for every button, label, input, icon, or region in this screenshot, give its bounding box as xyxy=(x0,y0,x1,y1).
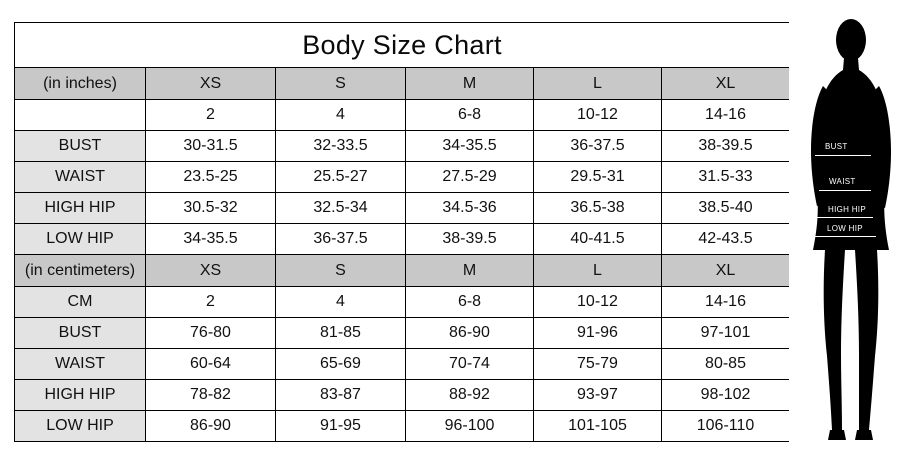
cell-bust-in-xs: 30-31.5 xyxy=(146,131,276,162)
header-cm-size-l: L xyxy=(534,255,662,287)
header-cm-size-s: S xyxy=(276,255,406,287)
cell-numeric-l: 10-12 xyxy=(534,100,662,131)
cell-numeric-s: 4 xyxy=(276,100,406,131)
row-label-waist-in: WAIST xyxy=(15,162,146,193)
bust-measure-line xyxy=(815,155,871,156)
cell-waist-cm-m: 70-74 xyxy=(406,349,534,380)
cell-waist-in-xs: 23.5-25 xyxy=(146,162,276,193)
cell-numeric-m: 6-8 xyxy=(406,100,534,131)
header-size-l: L xyxy=(534,68,662,100)
chart-title-row xyxy=(15,23,790,68)
cell-low-hip-in-xs: 34-35.5 xyxy=(146,224,276,255)
cell-high-hip-cm-m: 88-92 xyxy=(406,380,534,411)
body-silhouette-figure xyxy=(789,0,921,454)
row-label-high-hip-cm: HIGH HIP xyxy=(15,380,146,411)
table-row xyxy=(15,411,790,442)
cell-waist-cm-xl: 80-85 xyxy=(662,349,790,380)
cell-bust-cm-m: 86-90 xyxy=(406,318,534,349)
figure-label-waist: WAIST xyxy=(829,177,856,186)
row-label-low-hip-in: LOW HIP xyxy=(15,224,146,255)
cell-cm-numeric-xl: 14-16 xyxy=(662,287,790,318)
header-size-s: S xyxy=(276,68,406,100)
cell-low-hip-cm-xs: 86-90 xyxy=(146,411,276,442)
table-header-inches xyxy=(15,68,790,100)
header-cm-size-xl: XL xyxy=(662,255,790,287)
row-label-empty xyxy=(15,100,146,131)
header-cm-size-xs: XS xyxy=(146,255,276,287)
cell-high-hip-in-l: 36.5-38 xyxy=(534,193,662,224)
header-size-xl: XL xyxy=(662,68,790,100)
table-row xyxy=(15,224,790,255)
row-label-bust-in: BUST xyxy=(15,131,146,162)
cell-low-hip-in-l: 40-41.5 xyxy=(534,224,662,255)
cell-low-hip-in-s: 36-37.5 xyxy=(276,224,406,255)
row-label-low-hip-cm: LOW HIP xyxy=(15,411,146,442)
cell-low-hip-in-m: 38-39.5 xyxy=(406,224,534,255)
cell-bust-cm-l: 91-96 xyxy=(534,318,662,349)
cell-bust-cm-xs: 76-80 xyxy=(146,318,276,349)
header-size-m: M xyxy=(406,68,534,100)
cell-low-hip-cm-s: 91-95 xyxy=(276,411,406,442)
figure-label-low-hip: LOW HIP xyxy=(827,224,863,233)
cell-bust-in-xl: 38-39.5 xyxy=(662,131,790,162)
cell-low-hip-cm-m: 96-100 xyxy=(406,411,534,442)
cell-low-hip-in-xl: 42-43.5 xyxy=(662,224,790,255)
cell-waist-cm-xs: 60-64 xyxy=(146,349,276,380)
header-cm-size-m: M xyxy=(406,255,534,287)
header-size-xs: XS xyxy=(146,68,276,100)
cell-cm-numeric-l: 10-12 xyxy=(534,287,662,318)
cell-bust-in-s: 32-33.5 xyxy=(276,131,406,162)
row-label-cm: CM xyxy=(15,287,146,318)
table-row xyxy=(15,349,790,380)
size-chart-table-container xyxy=(14,22,789,442)
cell-high-hip-in-s: 32.5-34 xyxy=(276,193,406,224)
cell-high-hip-cm-xl: 98-102 xyxy=(662,380,790,411)
cell-waist-in-m: 27.5-29 xyxy=(406,162,534,193)
cell-waist-cm-l: 75-79 xyxy=(534,349,662,380)
row-label-waist-cm: WAIST xyxy=(15,349,146,380)
cell-bust-in-m: 34-35.5 xyxy=(406,131,534,162)
waist-measure-line xyxy=(819,190,871,191)
cell-bust-cm-s: 81-85 xyxy=(276,318,406,349)
cell-waist-in-xl: 31.5-33 xyxy=(662,162,790,193)
size-chart-table xyxy=(14,22,790,442)
cell-high-hip-in-xs: 30.5-32 xyxy=(146,193,276,224)
cell-low-hip-cm-xl: 106-110 xyxy=(662,411,790,442)
page-title: Body Size Chart xyxy=(15,23,790,68)
cell-high-hip-cm-xs: 78-82 xyxy=(146,380,276,411)
low-hip-measure-line xyxy=(814,236,876,237)
cell-waist-in-s: 25.5-27 xyxy=(276,162,406,193)
table-row xyxy=(15,318,790,349)
cell-waist-cm-s: 65-69 xyxy=(276,349,406,380)
figure-label-high-hip: HIGH HIP xyxy=(828,205,866,214)
table-row xyxy=(15,131,790,162)
high-hip-measure-line xyxy=(817,217,873,218)
cell-waist-in-l: 29.5-31 xyxy=(534,162,662,193)
figure-label-bust: BUST xyxy=(825,142,848,151)
cell-high-hip-in-xl: 38.5-40 xyxy=(662,193,790,224)
table-row xyxy=(15,193,790,224)
cell-cm-numeric-xs: 2 xyxy=(146,287,276,318)
cell-numeric-xs: 2 xyxy=(146,100,276,131)
cell-high-hip-in-m: 34.5-36 xyxy=(406,193,534,224)
cell-bust-cm-xl: 97-101 xyxy=(662,318,790,349)
table-row xyxy=(15,162,790,193)
cell-high-hip-cm-s: 83-87 xyxy=(276,380,406,411)
table-row xyxy=(15,100,790,131)
cell-low-hip-cm-l: 101-105 xyxy=(534,411,662,442)
table-row xyxy=(15,380,790,411)
header-unit-centimeters: (in centimeters) xyxy=(15,255,146,287)
cell-bust-in-l: 36-37.5 xyxy=(534,131,662,162)
header-unit-inches: (in inches) xyxy=(15,68,146,100)
table-header-centimeters xyxy=(15,255,790,287)
cell-high-hip-cm-l: 93-97 xyxy=(534,380,662,411)
cell-numeric-xl: 14-16 xyxy=(662,100,790,131)
table-row xyxy=(15,287,790,318)
row-label-bust-cm: BUST xyxy=(15,318,146,349)
cell-cm-numeric-s: 4 xyxy=(276,287,406,318)
cell-cm-numeric-m: 6-8 xyxy=(406,287,534,318)
row-label-high-hip-in: HIGH HIP xyxy=(15,193,146,224)
